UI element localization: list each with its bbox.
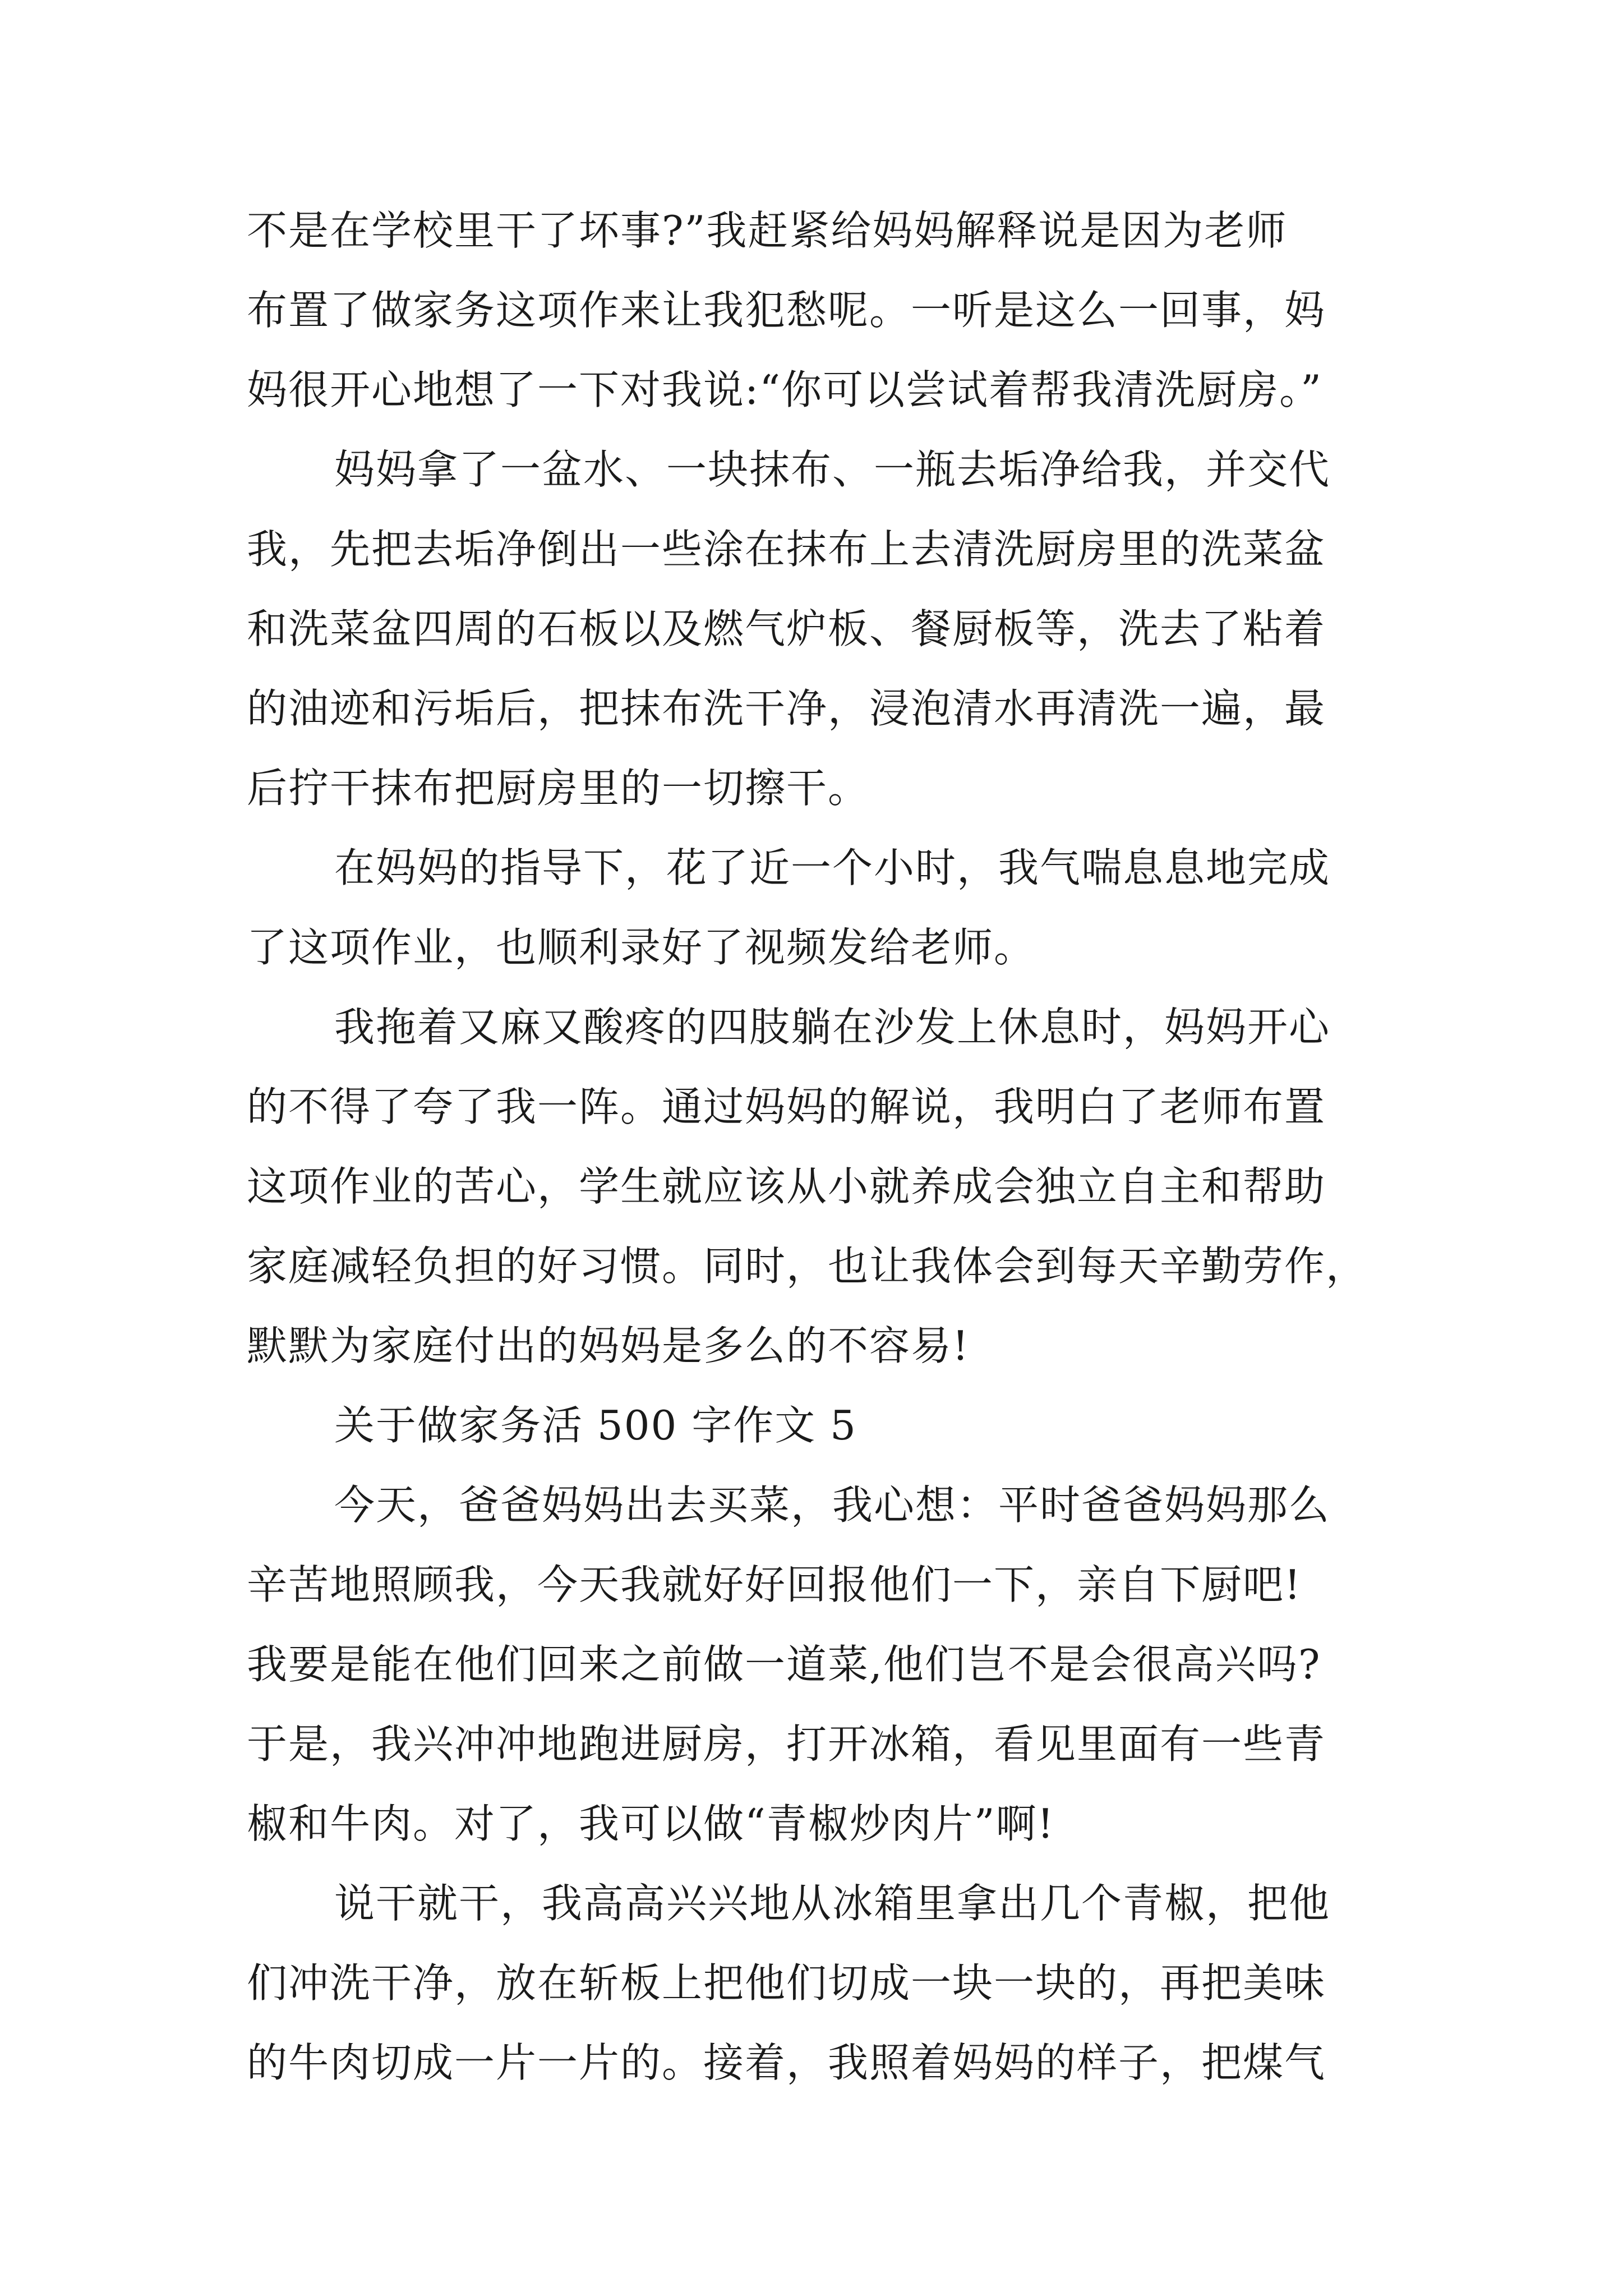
text-line: 们冲洗干净，放在斩板上把他们切成一块一块的，再把美味 bbox=[247, 1959, 1326, 2007]
text-line: 布置了做家务这项作来让我犯愁呢。一听是这么一回事，妈 bbox=[247, 287, 1326, 334]
paragraph-start-line: 今天，爸爸妈妈出去买菜，我心想：平时爸爸妈妈那么 bbox=[334, 1481, 1331, 1529]
text-line: 的油迹和污垢后，把抹布洗干净，浸泡清水再清洗一遍，最 bbox=[247, 685, 1326, 732]
text-line: 默默为家庭付出的妈妈是多么的不容易! bbox=[247, 1322, 970, 1369]
text-line: 我要是能在他们回来之前做一道菜,他们岂不是会很高兴吗? bbox=[247, 1641, 1321, 1688]
section-heading: 关于做家务活 500 字作文 5 bbox=[334, 1402, 857, 1449]
text-line: 于是，我兴冲冲地跑进厨房，打开冰箱，看见里面有一些青 bbox=[247, 1720, 1326, 1768]
text-line: 椒和牛肉。对了，我可以做“青椒炒肉片”啊! bbox=[247, 1800, 1055, 1847]
text-line: 了这项作业，也顺利录好了视频发给老师。 bbox=[247, 924, 1036, 971]
text-line: 家庭减轻负担的好习惯。同时，也让我体会到每天辛勤劳作， bbox=[247, 1243, 1368, 1290]
paragraph-start-line: 在妈妈的指导下，花了近一个小时，我气喘息息地完成 bbox=[334, 844, 1331, 891]
paragraph-start-line: 我拖着又麻又酸疼的四肢躺在沙发上休息时，妈妈开心 bbox=[334, 1004, 1331, 1051]
text-line: 辛苦地照顾我，今天我就好好回报他们一下，亲自下厨吧! bbox=[247, 1561, 1302, 1608]
paragraph-start-line: 说干就干，我高高兴兴地从冰箱里拿出几个青椒，把他 bbox=[334, 1880, 1331, 1927]
text-line: 的不得了夸了我一阵。通过妈妈的解说，我明白了老师布置 bbox=[247, 1083, 1326, 1130]
text-line: 不是在学校里干了坏事?”我赶紧给妈妈解释说是因为老师 bbox=[247, 207, 1288, 254]
text-line: 的牛肉切成一片一片的。接着，我照着妈妈的样子，把煤气 bbox=[247, 2039, 1326, 2086]
text-line: 这项作业的苦心，学生就应该从小就养成会独立自主和帮助 bbox=[247, 1163, 1326, 1210]
text-line: 妈很开心地想了一下对我说:“你可以尝试着帮我清洗厨房。” bbox=[247, 366, 1322, 413]
text-line: 和洗菜盆四周的石板以及燃气炉板、餐厨板等，洗去了粘着 bbox=[247, 605, 1326, 652]
paragraph-start-line: 妈妈拿了一盆水、一块抹布、一瓶去垢净给我，并交代 bbox=[334, 446, 1331, 493]
text-line: 后拧干抹布把厨房里的一切擦干。 bbox=[247, 765, 870, 812]
text-line: 我，先把去垢净倒出一些涂在抹布上去清洗厨房里的洗菜盆 bbox=[247, 526, 1326, 573]
essay-body bbox=[247, 191, 1380, 2102]
